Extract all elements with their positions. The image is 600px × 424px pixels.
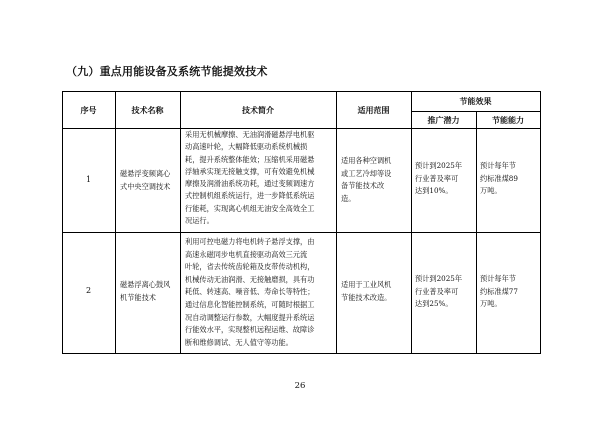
col-divider (180, 91, 181, 354)
row-2-seq: 2 (85, 286, 92, 295)
row-2-capacity: 预计每年节 约标准煤77 万吨。 (480, 274, 518, 309)
table-right-border (540, 91, 541, 354)
col-divider (336, 91, 337, 354)
row-1-capacity: 预计每年节 约标准煤89 万吨。 (480, 161, 518, 196)
header-scope: 适用范围 (357, 105, 390, 115)
header-tech-intro: 技术简介 (242, 105, 274, 115)
header-potential: 推广潜力 (427, 115, 460, 125)
row-2-tech-name: 磁悬浮离心鼓风 机节能技术 (120, 280, 171, 302)
col-divider (476, 111, 477, 354)
row-divider (62, 232, 541, 233)
header-tech-name: 技术名称 (131, 105, 164, 115)
header-effect-group: 节能效果 (459, 97, 492, 106)
row-1-scope: 适用各种空调机 或工艺冷却等设 备节能技术改 造。 (341, 156, 392, 203)
header-capacity: 节能能力 (492, 115, 524, 125)
row-1-tech-name: 磁悬浮变频离心 式中央空调技术 (120, 169, 171, 191)
row-1-potential: 预计到2025年 行业普及率可 达到10%。 (415, 161, 463, 196)
table-left-border (62, 91, 63, 354)
row-2-tech-intro: 利用可控电磁力将电机转子悬浮支撑，由 高速永磁同步电机直接驱动高效三元流 叶轮，省去传统齿轮箱及皮带传动机构， 机械传动无油润滑、无接触磨损，具有功 耗低、转速高、噪音低、寿命长等特性； 通过信息化智能控制系统，可随时根据工 况自动调整运行参数，大幅度提升系统运 行能效水平，实现整机远程运维、故障诊 断和维修调试、无人值守等功能。 (185, 237, 315, 347)
row-2-potential: 预计到2025年 行业普及率可 达到25%。 (415, 274, 463, 309)
row-1-seq: 1 (85, 175, 92, 184)
col-divider (411, 91, 412, 354)
section-title: （九）重点用能设备及系统节能提效技术 (66, 65, 268, 78)
row-2-scope: 适用于工业风机 节能技术改造。 (341, 280, 392, 302)
table-bottom-border (62, 353, 541, 354)
row-1-tech-intro: 采用无机械摩擦、无油润滑磁悬浮电机驱 动高速叶轮，大幅降低驱动系统机械损 耗，提升系统整体能效；压缩机采用磁悬 浮轴承实现无接触支撑，可有效避免机械 摩擦及润滑油系统功耗，通过变频调速方 式控制机组系统运行，进一步降低系统运 行能耗，实现离心机组无油安全高效全工 况运行。 (185, 130, 315, 226)
col-divider (115, 91, 116, 354)
page-number: 26 (294, 381, 306, 391)
header-seq: 序号 (80, 105, 97, 115)
